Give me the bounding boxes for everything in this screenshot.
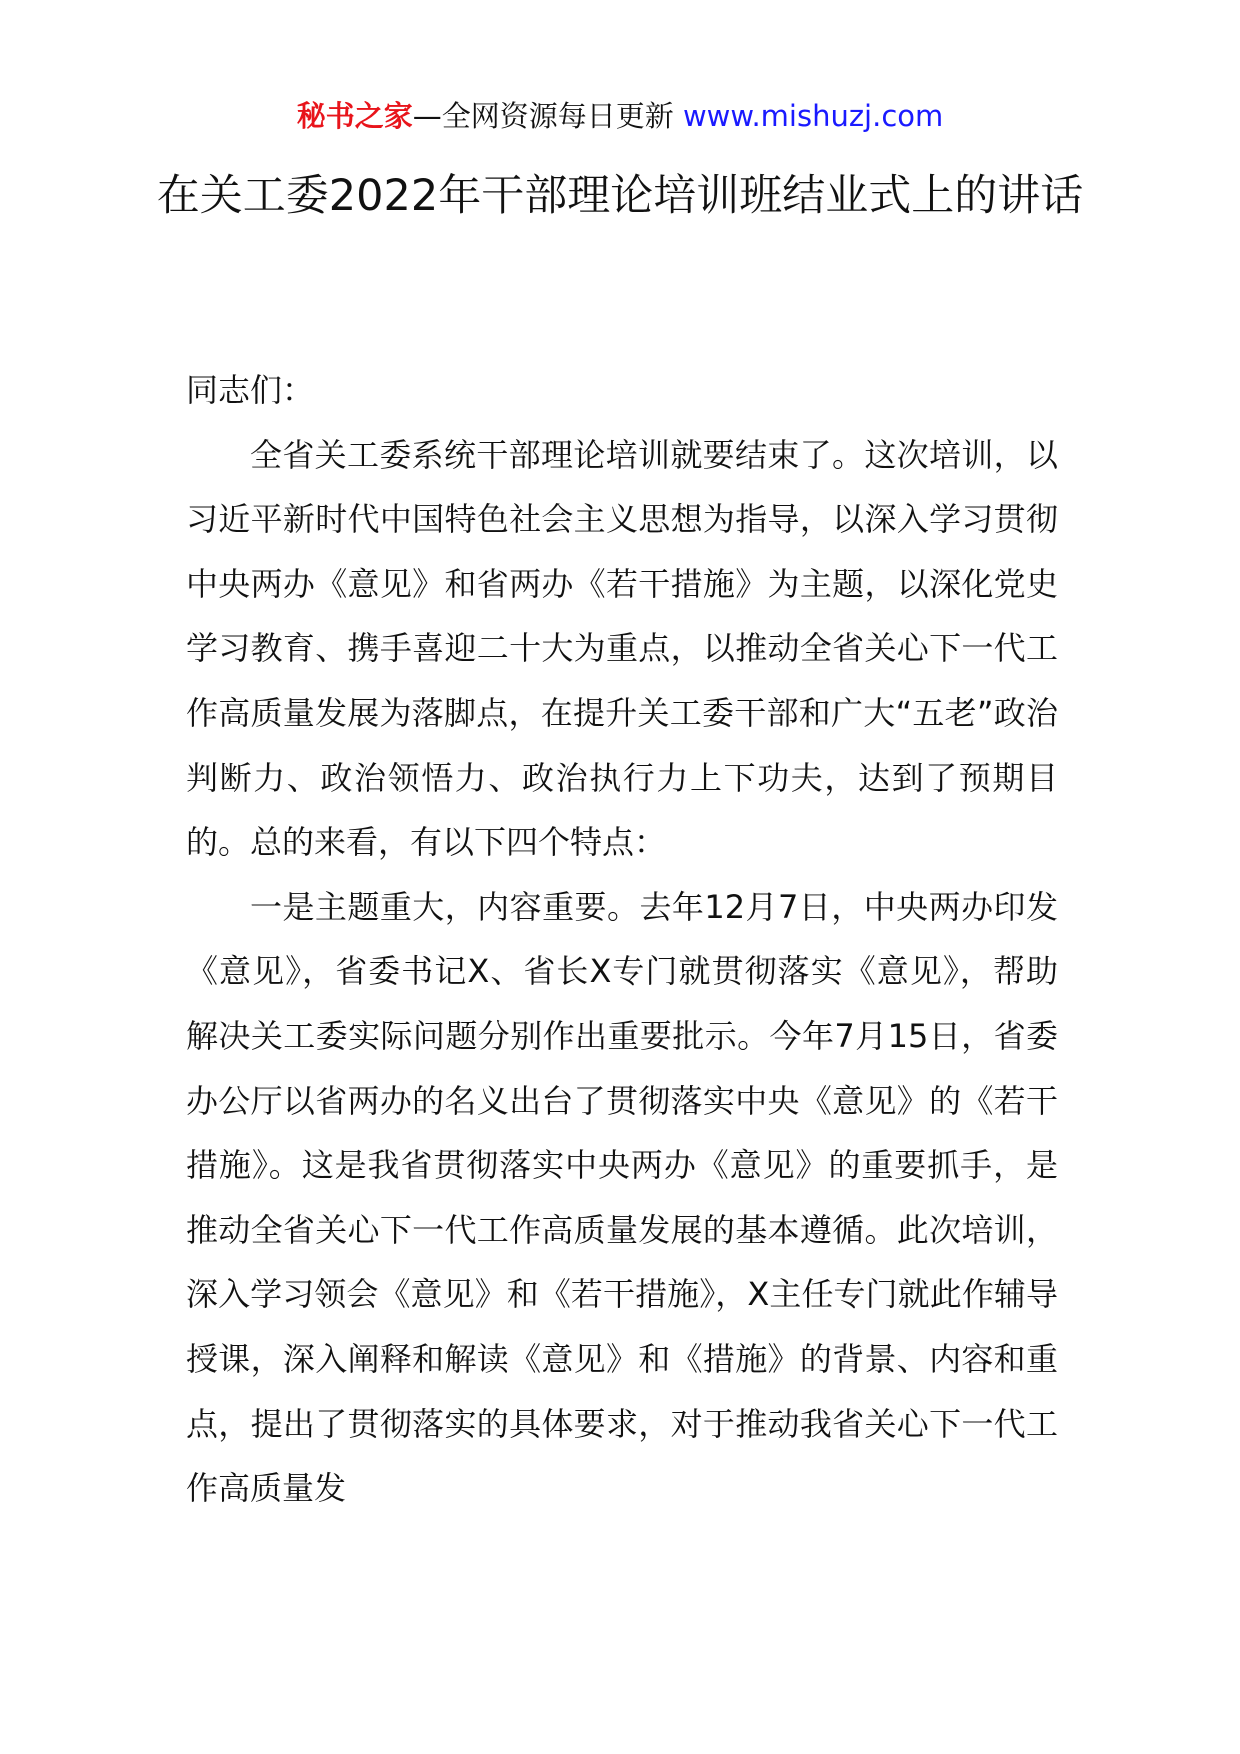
paragraph-intro: 全省关工委系统干部理论培训就要结束了。这次培训，以习近平新时代中国特色社会主义思想为指导，以深入学习贯彻中央两办《意见》和省两办《若干措施》为主题，以深化党史学习教育、携手喜迎二十大为重点，以推动全省关心下一代工作高质量发展为落脚点，在提升关工委干部和广大“五老”政治判断力、政治领悟力、政治执行力上下功夫，达到了预期目的。总的来看，有以下四个特点： [186, 435, 1058, 862]
site-brand: 秘书之家 [296, 99, 413, 133]
paragraph-point-one: 一是主题重大，内容重要。去年12月7日，中央两办印发《意见》，省委书记X、省长X专门就贯彻落实《意见》，帮助解决关工委实际问题分别作出重要批示。今年7月15日，省委办公厅以省两办的名义出台了贯彻落实中央《意见》的《若干措施》。这是我省贯彻落实中央两办《意见》的重要抓手，是推动全省关心下一代工作高质量发展的基本遵循。此次培训，深入学习领会《意见》和《若干措施》，X主任专门就此作辅导授课，深入阐释和解读《意见》和《措施》的背景、内容和重点，提出了贯彻落实的具体要求，对于推动我省关心下一代工作高质量发 [186, 887, 1058, 1508]
document-body [186, 358, 1058, 1521]
document-title: 在关工委2022年干部理论培训班结业式上的讲话 [156, 171, 1084, 221]
salutation: 同志们： [186, 371, 315, 409]
site-tagline: —全网资源每日更新 [412, 99, 674, 133]
site-url-link[interactable]: www.mishuzj.com [682, 99, 944, 133]
site-header [0, 96, 1240, 136]
